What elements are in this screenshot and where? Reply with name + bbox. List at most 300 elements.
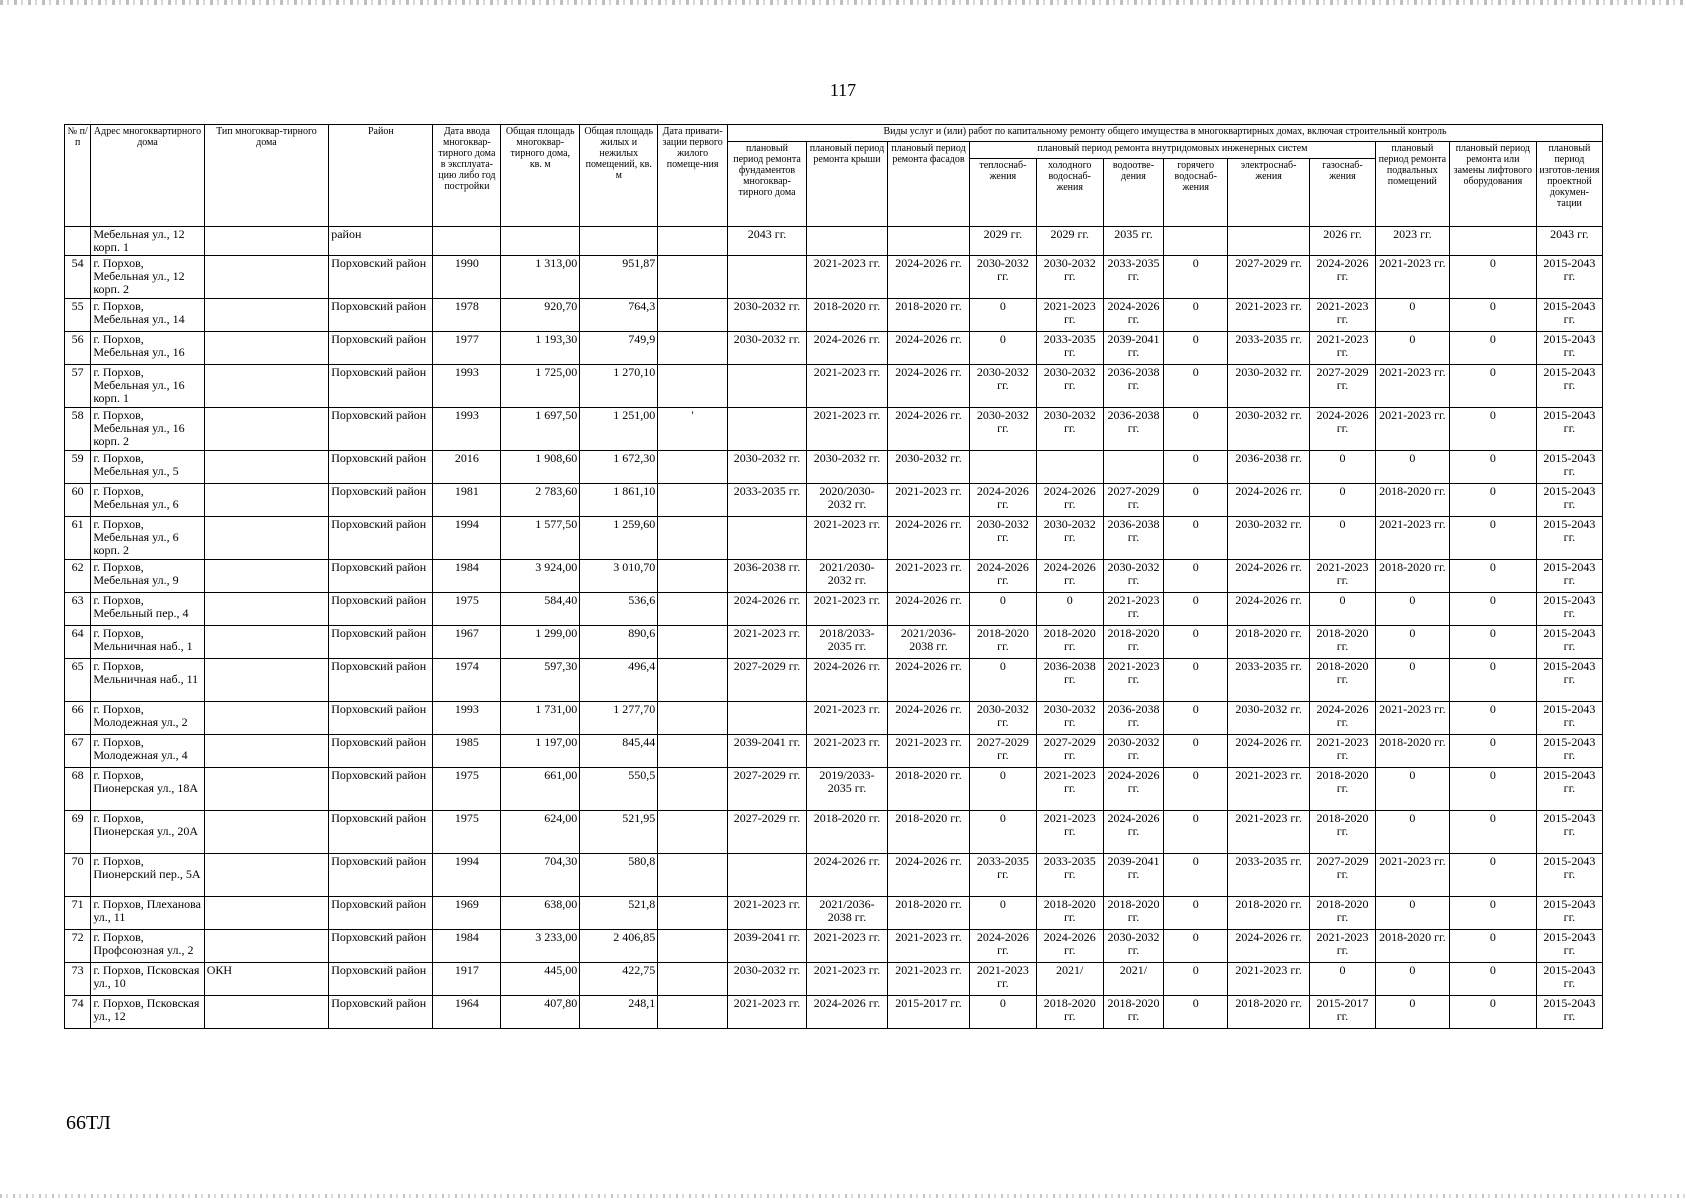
cell-num: 72 — [65, 930, 91, 963]
cell-gas: 0 — [1310, 593, 1376, 626]
cell-electricity: 2018-2020 гг. — [1228, 996, 1310, 1029]
cell-electricity: 2030-2032 гг. — [1228, 702, 1310, 735]
cell-electricity: 2030-2032 гг. — [1228, 517, 1310, 560]
cell-year: 1975 — [433, 811, 501, 854]
cell-drainage: 2036-2038 гг. — [1103, 517, 1164, 560]
cell-heating — [969, 451, 1036, 484]
cell-residential-area: 550,5 — [580, 768, 658, 811]
cell-roof: 2024-2026 гг. — [807, 996, 888, 1029]
table-header — [65, 125, 1603, 227]
cell-cold-water: 2018-2020 гг. — [1036, 996, 1103, 1029]
cell-electricity: 2021-2023 гг. — [1228, 963, 1310, 996]
cell-type — [204, 299, 329, 332]
cell-hot-water: 0 — [1164, 702, 1228, 735]
header-heating: теплоснаб-жения — [969, 159, 1036, 227]
header-total-area: Общая площадь многоквар-тирного дома, кв. м — [501, 125, 580, 227]
cell-hot-water — [1164, 227, 1228, 256]
cell-basement: 0 — [1375, 332, 1449, 365]
cell-hot-water: 0 — [1164, 963, 1228, 996]
cell-year: 1990 — [433, 256, 501, 299]
cell-num: 64 — [65, 626, 91, 659]
cell-facade: 2024-2026 гг. — [887, 332, 969, 365]
cell-residential-area: 536,6 — [580, 593, 658, 626]
cell-total-area: 597,30 — [501, 659, 580, 702]
cell-privatization — [658, 811, 728, 854]
header-cold-water: холодного водоснаб-жения — [1036, 159, 1103, 227]
table-row — [65, 227, 1603, 256]
cell-hot-water: 0 — [1164, 451, 1228, 484]
cell-foundation: 2039-2041 гг. — [728, 735, 807, 768]
cell-cold-water: 2027-2029 гг. — [1036, 735, 1103, 768]
cell-design-docs: 2015-2043 гг. — [1536, 451, 1602, 484]
cell-total-area: 1 313,00 — [501, 256, 580, 299]
table-body — [65, 227, 1603, 1029]
cell-foundation: 2043 гг. — [728, 227, 807, 256]
cell-total-area: 661,00 — [501, 768, 580, 811]
cell-residential-area: 1 277,70 — [580, 702, 658, 735]
cell-basement: 2018-2020 гг. — [1375, 930, 1449, 963]
cell-electricity: 2030-2032 гг. — [1228, 365, 1310, 408]
cell-cold-water: 2024-2026 гг. — [1036, 560, 1103, 593]
cell-hot-water: 0 — [1164, 365, 1228, 408]
cell-design-docs: 2015-2043 гг. — [1536, 963, 1602, 996]
cell-type — [204, 365, 329, 408]
cell-roof — [807, 227, 888, 256]
cell-address: г. Порхов, Мельничная наб., 11 — [91, 659, 204, 702]
cell-elevator: 0 — [1449, 930, 1536, 963]
header-design-docs: плановый период изготов-ления проектной докумен-тации — [1536, 142, 1602, 227]
table-row — [65, 332, 1603, 365]
cell-roof: 2024-2026 гг. — [807, 659, 888, 702]
cell-type — [204, 854, 329, 897]
cell-privatization — [658, 365, 728, 408]
cell-basement: 0 — [1375, 593, 1449, 626]
cell-drainage: 2018-2020 гг. — [1103, 626, 1164, 659]
cell-design-docs: 2015-2043 гг. — [1536, 408, 1602, 451]
cell-privatization — [658, 299, 728, 332]
cell-heating: 2029 гг. — [969, 227, 1036, 256]
cell-elevator: 0 — [1449, 735, 1536, 768]
cell-design-docs: 2015-2043 гг. — [1536, 702, 1602, 735]
cell-facade: 2024-2026 гг. — [887, 408, 969, 451]
cell-year: 1975 — [433, 593, 501, 626]
cell-design-docs: 2015-2043 гг. — [1536, 593, 1602, 626]
cell-design-docs: 2015-2043 гг. — [1536, 930, 1602, 963]
cell-total-area: 1 193,30 — [501, 332, 580, 365]
cell-type — [204, 930, 329, 963]
cell-hot-water: 0 — [1164, 593, 1228, 626]
header-privatization-date: Дата привати-зации первого жилого помеще-ния — [658, 125, 728, 227]
cell-num: 56 — [65, 332, 91, 365]
cell-cold-water: 2021-2023 гг. — [1036, 768, 1103, 811]
cell-basement: 2018-2020 гг. — [1375, 560, 1449, 593]
cell-residential-area — [580, 227, 658, 256]
cell-type — [204, 451, 329, 484]
cell-design-docs: 2015-2043 гг. — [1536, 365, 1602, 408]
cell-year: 1978 — [433, 299, 501, 332]
cell-heating: 0 — [969, 299, 1036, 332]
cell-heating: 2024-2026 гг. — [969, 484, 1036, 517]
cell-drainage: 2036-2038 гг. — [1103, 702, 1164, 735]
cell-drainage — [1103, 451, 1164, 484]
cell-total-area: 1 577,50 — [501, 517, 580, 560]
cell-gas: 2018-2020 гг. — [1310, 768, 1376, 811]
cell-design-docs: 2015-2043 гг. — [1536, 332, 1602, 365]
header-num: № п/п — [65, 125, 91, 227]
cell-address: г. Порхов, Плеханова ул., 11 — [91, 897, 204, 930]
cell-hot-water: 0 — [1164, 768, 1228, 811]
cell-type — [204, 227, 329, 256]
cell-district: Порховский район — [329, 768, 433, 811]
cell-foundation: 2021-2023 гг. — [728, 996, 807, 1029]
cell-type — [204, 484, 329, 517]
cell-address: г. Порхов, Молодежная ул., 4 — [91, 735, 204, 768]
cell-design-docs: 2015-2043 гг. — [1536, 996, 1602, 1029]
cell-cold-water: 2024-2026 гг. — [1036, 484, 1103, 517]
cell-heating: 2030-2032 гг. — [969, 408, 1036, 451]
cell-type — [204, 702, 329, 735]
cell-hot-water: 0 — [1164, 897, 1228, 930]
cell-type — [204, 593, 329, 626]
cell-elevator: 0 — [1449, 626, 1536, 659]
cell-heating: 2021-2023 гг. — [969, 963, 1036, 996]
page-number: 117 — [829, 80, 857, 100]
header-engineering-group: плановый период ремонта внутридомовых инженерных систем — [969, 142, 1375, 159]
scan-edge-top — [0, 0, 1686, 5]
cell-residential-area: 951,87 — [580, 256, 658, 299]
cell-num: 69 — [65, 811, 91, 854]
cell-district: Порховский район — [329, 593, 433, 626]
cell-hot-water: 0 — [1164, 996, 1228, 1029]
cell-drainage: 2030-2032 гг. — [1103, 930, 1164, 963]
cell-residential-area: 1 672,30 — [580, 451, 658, 484]
cell-facade: 2018-2020 гг. — [887, 811, 969, 854]
cell-gas: 2021-2023 гг. — [1310, 930, 1376, 963]
table-row — [65, 517, 1603, 560]
cell-total-area: 407,80 — [501, 996, 580, 1029]
cell-foundation: 2021-2023 гг. — [728, 626, 807, 659]
cell-year: 1969 — [433, 897, 501, 930]
cell-num — [65, 227, 91, 256]
cell-roof: 2021-2023 гг. — [807, 963, 888, 996]
header-residential-area: Общая площадь жилых и нежилых помещений, кв. м — [580, 125, 658, 227]
cell-gas: 2027-2029 гг. — [1310, 854, 1376, 897]
cell-electricity: 2033-2035 гг. — [1228, 659, 1310, 702]
cell-type — [204, 256, 329, 299]
cell-district: Порховский район — [329, 963, 433, 996]
cell-num: 73 — [65, 963, 91, 996]
cell-total-area: 1 697,50 — [501, 408, 580, 451]
cell-design-docs: 2015-2043 гг. — [1536, 626, 1602, 659]
cell-type — [204, 560, 329, 593]
cell-type — [204, 408, 329, 451]
footer-code: 66ТЛ — [66, 1112, 111, 1134]
cell-cold-water: 2018-2020 гг. — [1036, 897, 1103, 930]
cell-num: 59 — [65, 451, 91, 484]
cell-elevator — [1449, 227, 1536, 256]
header-foundation: плановый период ремонта фундаментов многоквар-тирного дома — [728, 142, 807, 227]
cell-design-docs: 2015-2043 гг. — [1536, 768, 1602, 811]
cell-foundation — [728, 702, 807, 735]
cell-cold-water: 2030-2032 гг. — [1036, 517, 1103, 560]
cell-address: г. Порхов, Пионерский пер., 5А — [91, 854, 204, 897]
cell-district: Порховский район — [329, 408, 433, 451]
cell-elevator: 0 — [1449, 854, 1536, 897]
cell-address: г. Порхов, Мебельная ул., 6 корп. 2 — [91, 517, 204, 560]
cell-year: 1967 — [433, 626, 501, 659]
header-commission-date: Дата ввода многоквар-тирного дома в эксплуата-цию либо год постройки — [433, 125, 501, 227]
cell-foundation — [728, 256, 807, 299]
cell-cold-water: 2030-2032 гг. — [1036, 702, 1103, 735]
cell-gas: 0 — [1310, 963, 1376, 996]
cell-district: Порховский район — [329, 854, 433, 897]
cell-elevator: 0 — [1449, 484, 1536, 517]
cell-cold-water: 2030-2032 гг. — [1036, 256, 1103, 299]
cell-address: г. Порхов, Мебельный пер., 4 — [91, 593, 204, 626]
cell-privatization — [658, 659, 728, 702]
cell-type: ОКН — [204, 963, 329, 996]
cell-type — [204, 517, 329, 560]
cell-drainage: 2030-2032 гг. — [1103, 560, 1164, 593]
cell-privatization — [658, 735, 728, 768]
cell-basement: 0 — [1375, 626, 1449, 659]
cell-electricity: 2018-2020 гг. — [1228, 626, 1310, 659]
cell-address: г. Порхов, Мебельная ул., 14 — [91, 299, 204, 332]
cell-facade: 2024-2026 гг. — [887, 517, 969, 560]
cell-foundation: 2021-2023 гг. — [728, 897, 807, 930]
cell-total-area: 920,70 — [501, 299, 580, 332]
cell-facade: 2021-2023 гг. — [887, 930, 969, 963]
cell-drainage: 2030-2032 гг. — [1103, 735, 1164, 768]
cell-district: Порховский район — [329, 560, 433, 593]
cell-electricity: 2021-2023 гг. — [1228, 768, 1310, 811]
cell-address: г. Порхов, Мебельная ул., 16 — [91, 332, 204, 365]
cell-basement: 0 — [1375, 897, 1449, 930]
cell-electricity: 2030-2032 гг. — [1228, 408, 1310, 451]
cell-year: 1994 — [433, 517, 501, 560]
cell-gas: 2018-2020 гг. — [1310, 897, 1376, 930]
cell-district: Порховский район — [329, 735, 433, 768]
cell-gas: 2018-2020 гг. — [1310, 811, 1376, 854]
cell-roof: 2021-2023 гг. — [807, 702, 888, 735]
cell-foundation: 2033-2035 гг. — [728, 484, 807, 517]
cell-year — [433, 227, 501, 256]
cell-drainage: 2036-2038 гг. — [1103, 408, 1164, 451]
cell-hot-water: 0 — [1164, 332, 1228, 365]
cell-gas: 2026 гг. — [1310, 227, 1376, 256]
header-electricity: электроснаб-жения — [1228, 159, 1310, 227]
cell-year: 2016 — [433, 451, 501, 484]
cell-heating: 0 — [969, 996, 1036, 1029]
cell-heating: 0 — [969, 811, 1036, 854]
cell-elevator: 0 — [1449, 451, 1536, 484]
cell-type — [204, 768, 329, 811]
cell-roof: 2019/2033-2035 гг. — [807, 768, 888, 811]
cell-num: 67 — [65, 735, 91, 768]
cell-hot-water: 0 — [1164, 408, 1228, 451]
cell-gas: 2021-2023 гг. — [1310, 560, 1376, 593]
cell-cold-water: 2033-2035 гг. — [1036, 332, 1103, 365]
cell-address: г. Порхов, Мебельная ул., 16 корп. 2 — [91, 408, 204, 451]
cell-drainage: 2021-2023 гг. — [1103, 659, 1164, 702]
cell-address: г. Порхов, Мебельная ул., 12 корп. 2 — [91, 256, 204, 299]
cell-gas: 0 — [1310, 484, 1376, 517]
cell-roof: 2024-2026 гг. — [807, 332, 888, 365]
cell-design-docs: 2015-2043 гг. — [1536, 560, 1602, 593]
table-row — [65, 963, 1603, 996]
cell-basement: 2021-2023 гг. — [1375, 517, 1449, 560]
cell-roof: 2018/2033-2035 гг. — [807, 626, 888, 659]
cell-num: 70 — [65, 854, 91, 897]
cell-privatization — [658, 593, 728, 626]
cell-foundation — [728, 854, 807, 897]
cell-drainage: 2024-2026 гг. — [1103, 299, 1164, 332]
cell-facade: 2024-2026 гг. — [887, 365, 969, 408]
cell-cold-water: 2030-2032 гг. — [1036, 408, 1103, 451]
cell-type — [204, 659, 329, 702]
cell-residential-area: 1 259,60 — [580, 517, 658, 560]
cell-heating: 0 — [969, 659, 1036, 702]
cell-facade — [887, 227, 969, 256]
cell-design-docs: 2015-2043 гг. — [1536, 517, 1602, 560]
cell-hot-water: 0 — [1164, 659, 1228, 702]
cell-heating: 2030-2032 гг. — [969, 365, 1036, 408]
cell-roof: 2021/2036-2038 гг. — [807, 897, 888, 930]
cell-foundation: 2039-2041 гг. — [728, 930, 807, 963]
table-row — [65, 451, 1603, 484]
cell-facade: 2024-2026 гг. — [887, 854, 969, 897]
cell-drainage: 2018-2020 гг. — [1103, 996, 1164, 1029]
repair-plan-table — [64, 124, 1603, 1029]
cell-gas: 2024-2026 гг. — [1310, 702, 1376, 735]
cell-facade: 2021-2023 гг. — [887, 963, 969, 996]
cell-heating: 0 — [969, 332, 1036, 365]
cell-gas: 2021-2023 гг. — [1310, 299, 1376, 332]
header-address: Адрес многоквартирного дома — [91, 125, 204, 227]
cell-foundation: 2036-2038 гг. — [728, 560, 807, 593]
cell-drainage: 2039-2041 гг. — [1103, 332, 1164, 365]
cell-cold-water: 2030-2032 гг. — [1036, 365, 1103, 408]
cell-heating: 2024-2026 гг. — [969, 560, 1036, 593]
cell-elevator: 0 — [1449, 593, 1536, 626]
cell-roof: 2021-2023 гг. — [807, 365, 888, 408]
cell-type — [204, 811, 329, 854]
cell-cold-water: 0 — [1036, 593, 1103, 626]
table-row — [65, 256, 1603, 299]
header-services-group: Виды услуг и (или) работ по капитальному ремонту общего имущества в многоквартирных домах, включая строительный контроль — [728, 125, 1603, 142]
cell-electricity: 2024-2026 гг. — [1228, 593, 1310, 626]
cell-basement: 0 — [1375, 963, 1449, 996]
cell-total-area: 704,30 — [501, 854, 580, 897]
cell-district: Порховский район — [329, 897, 433, 930]
cell-cold-water: 2021-2023 гг. — [1036, 299, 1103, 332]
cell-district: Порховский район — [329, 996, 433, 1029]
cell-privatization — [658, 484, 728, 517]
cell-design-docs: 2015-2043 гг. — [1536, 811, 1602, 854]
cell-district: Порховский район — [329, 930, 433, 963]
cell-electricity: 2027-2029 гг. — [1228, 256, 1310, 299]
cell-electricity: 2033-2035 гг. — [1228, 854, 1310, 897]
cell-design-docs: 2015-2043 гг. — [1536, 299, 1602, 332]
table-row — [65, 484, 1603, 517]
cell-electricity: 2024-2026 гг. — [1228, 930, 1310, 963]
cell-basement: 0 — [1375, 659, 1449, 702]
cell-roof: 2021-2023 гг. — [807, 735, 888, 768]
cell-elevator: 0 — [1449, 897, 1536, 930]
cell-hot-water: 0 — [1164, 256, 1228, 299]
cell-drainage: 2021/ — [1103, 963, 1164, 996]
cell-year: 1984 — [433, 560, 501, 593]
cell-drainage: 2018-2020 гг. — [1103, 897, 1164, 930]
cell-electricity: 2021-2023 гг. — [1228, 299, 1310, 332]
cell-privatization — [658, 897, 728, 930]
cell-year: 1993 — [433, 408, 501, 451]
cell-foundation: 2027-2029 гг. — [728, 659, 807, 702]
cell-residential-area: 422,75 — [580, 963, 658, 996]
cell-address: г. Порхов, Псковская ул., 12 — [91, 996, 204, 1029]
cell-design-docs: 2043 гг. — [1536, 227, 1602, 256]
table-row — [65, 659, 1603, 702]
cell-residential-area: 1 270,10 — [580, 365, 658, 408]
cell-privatization — [658, 517, 728, 560]
cell-total-area: 624,00 — [501, 811, 580, 854]
cell-total-area: 2 783,60 — [501, 484, 580, 517]
cell-total-area — [501, 227, 580, 256]
cell-residential-area: 749,9 — [580, 332, 658, 365]
cell-privatization — [658, 963, 728, 996]
cell-drainage: 2036-2038 гг. — [1103, 365, 1164, 408]
cell-drainage: 2024-2026 гг. — [1103, 811, 1164, 854]
cell-basement: 2018-2020 гг. — [1375, 484, 1449, 517]
cell-gas: 2018-2020 гг. — [1310, 626, 1376, 659]
cell-foundation: 2024-2026 гг. — [728, 593, 807, 626]
cell-elevator: 0 — [1449, 365, 1536, 408]
cell-hot-water: 0 — [1164, 560, 1228, 593]
cell-elevator: 0 — [1449, 408, 1536, 451]
cell-facade: 2021-2023 гг. — [887, 484, 969, 517]
cell-heating: 0 — [969, 593, 1036, 626]
cell-heating: 2030-2032 гг. — [969, 517, 1036, 560]
cell-residential-area: 580,8 — [580, 854, 658, 897]
cell-gas: 2021-2023 гг. — [1310, 735, 1376, 768]
cell-type — [204, 735, 329, 768]
cell-privatization — [658, 560, 728, 593]
cell-elevator: 0 — [1449, 560, 1536, 593]
cell-drainage: 2039-2041 гг. — [1103, 854, 1164, 897]
cell-address: г. Порхов, Пионерская ул., 20А — [91, 811, 204, 854]
table-row — [65, 408, 1603, 451]
cell-cold-water: 2036-2038 гг. — [1036, 659, 1103, 702]
cell-privatization: ' — [658, 408, 728, 451]
cell-basement: 2018-2020 гг. — [1375, 735, 1449, 768]
cell-elevator: 0 — [1449, 963, 1536, 996]
cell-foundation: 2030-2032 гг. — [728, 451, 807, 484]
cell-foundation: 2030-2032 гг. — [728, 963, 807, 996]
cell-residential-area: 764,3 — [580, 299, 658, 332]
cell-type — [204, 897, 329, 930]
cell-address: г. Порхов, Мебельная ул., 9 — [91, 560, 204, 593]
cell-basement: 2021-2023 гг. — [1375, 408, 1449, 451]
cell-elevator: 0 — [1449, 332, 1536, 365]
cell-elevator: 0 — [1449, 299, 1536, 332]
cell-address: Мебельная ул., 12 корп. 1 — [91, 227, 204, 256]
cell-total-area: 1 725,00 — [501, 365, 580, 408]
cell-num: 68 — [65, 768, 91, 811]
cell-heating: 2018-2020 гг. — [969, 626, 1036, 659]
cell-foundation — [728, 408, 807, 451]
cell-cold-water: 2021-2023 гг. — [1036, 811, 1103, 854]
cell-hot-water: 0 — [1164, 626, 1228, 659]
